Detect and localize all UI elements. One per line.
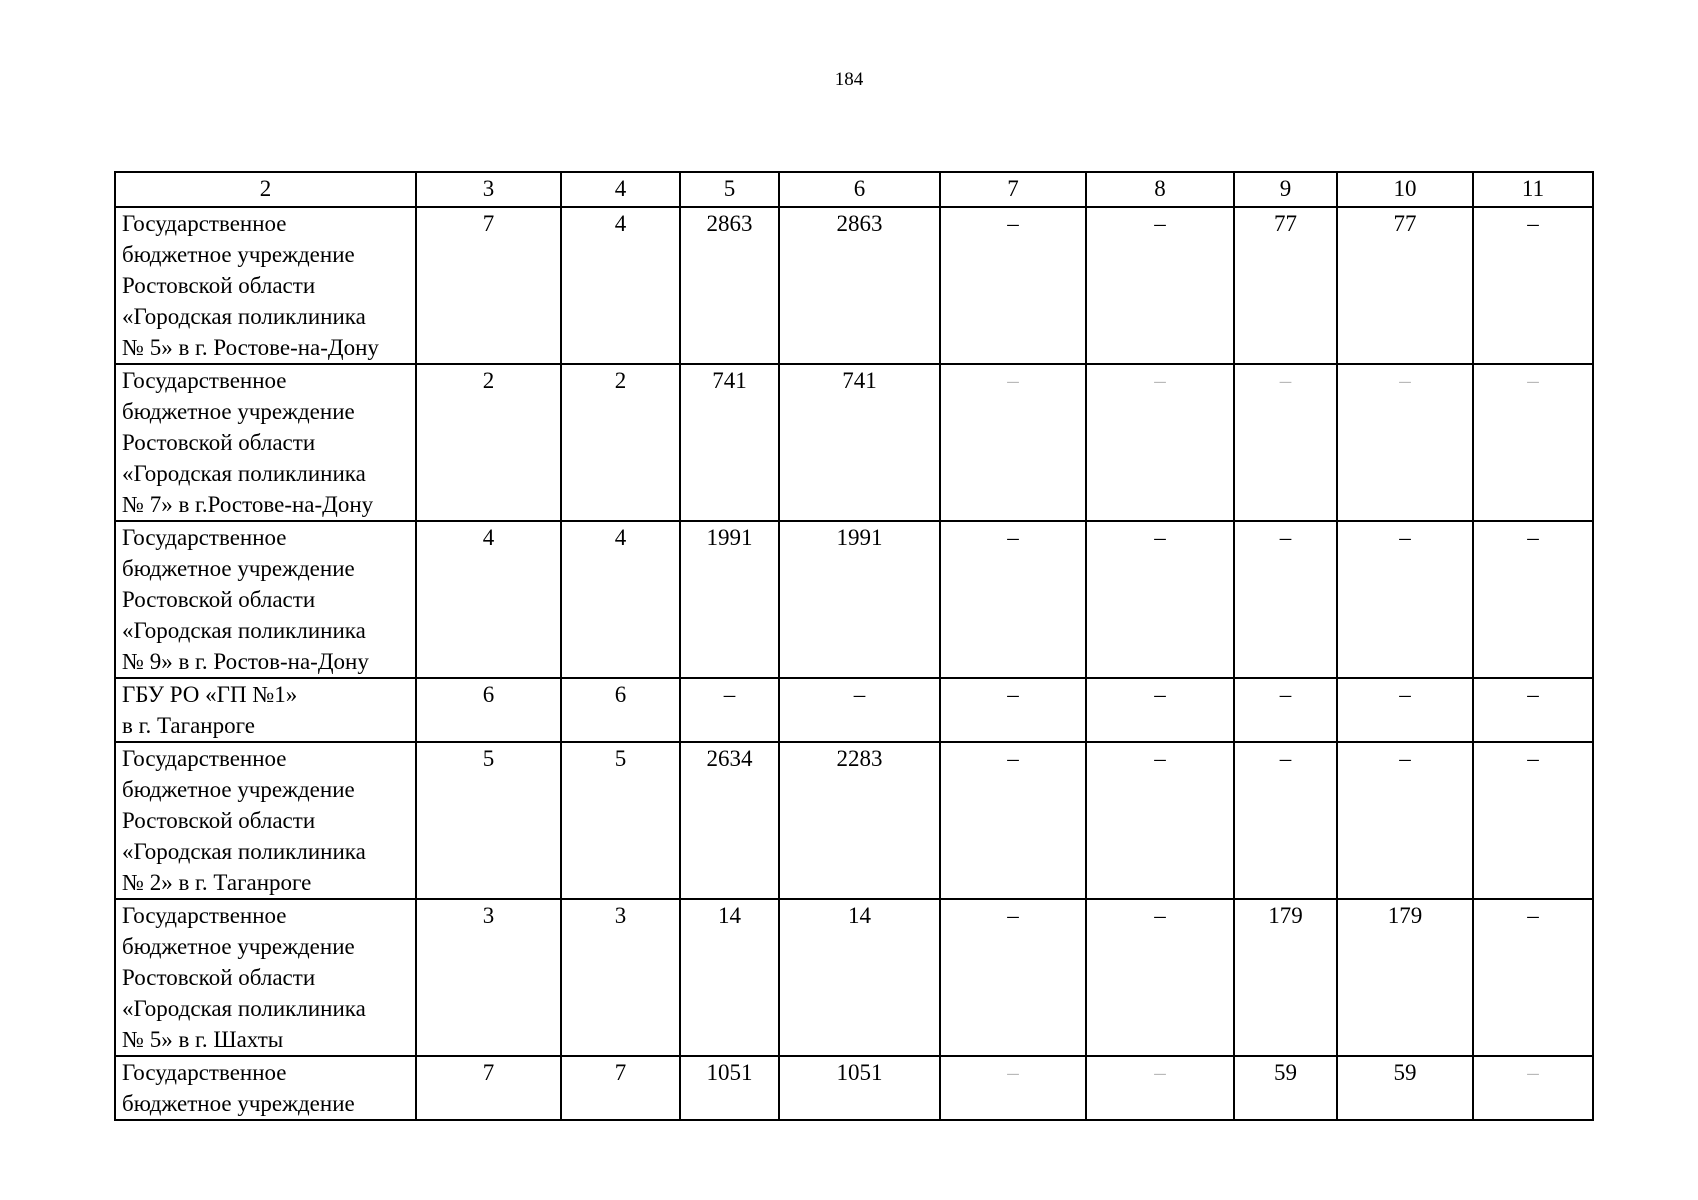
- institution-name-line: № 5» в г. Ростове-на-Дону: [122, 335, 379, 360]
- institution-name-line: № 5» в г. Шахты: [122, 1027, 284, 1052]
- value-cell: –: [940, 521, 1086, 678]
- value-cell: –: [1473, 678, 1593, 742]
- institution-name-line: Ростовской области: [122, 273, 316, 298]
- table-row: [115, 1056, 1593, 1120]
- header-cell: 6: [779, 172, 940, 207]
- institution-name-cell: [115, 678, 416, 742]
- value-cell: –: [1086, 742, 1234, 899]
- value-cell: –: [940, 1056, 1086, 1120]
- value-cell: –: [940, 742, 1086, 899]
- header-cell: 8: [1086, 172, 1234, 207]
- value-cell: 1051: [680, 1056, 779, 1120]
- value-cell: 3: [416, 899, 561, 1056]
- header-cell: 10: [1337, 172, 1473, 207]
- institution-name-line: бюджетное учреждение: [122, 777, 355, 802]
- value-cell: –: [1337, 678, 1473, 742]
- value-cell: 77: [1337, 207, 1473, 364]
- value-cell: 77: [1234, 207, 1337, 364]
- table-body: [115, 172, 1593, 1120]
- value-cell: 5: [561, 742, 680, 899]
- value-cell: –: [1337, 521, 1473, 678]
- table-row: [115, 899, 1593, 1056]
- value-cell: –: [1473, 207, 1593, 364]
- value-cell: –: [1086, 678, 1234, 742]
- institution-name-line: «Городская поликлиника: [122, 618, 366, 643]
- header-cell: 3: [416, 172, 561, 207]
- value-cell: 14: [680, 899, 779, 1056]
- value-cell: –: [1473, 742, 1593, 899]
- value-cell: 1051: [779, 1056, 940, 1120]
- value-cell: 6: [416, 678, 561, 742]
- institution-name-line: Ростовской области: [122, 587, 316, 612]
- value-cell: 4: [416, 521, 561, 678]
- institution-name-line: Государственное: [122, 525, 287, 550]
- value-cell: –: [1473, 1056, 1593, 1120]
- value-cell: –: [1086, 1056, 1234, 1120]
- value-cell: 7: [416, 207, 561, 364]
- value-cell: –: [1337, 742, 1473, 899]
- table-row: [115, 521, 1593, 678]
- institution-name-line: Государственное: [122, 368, 287, 393]
- value-cell: 1991: [779, 521, 940, 678]
- institution-name-cell: [115, 364, 416, 521]
- institution-name-line: Государственное: [122, 1060, 287, 1085]
- header-cell: 4: [561, 172, 680, 207]
- value-cell: –: [1234, 364, 1337, 521]
- institution-name-line: бюджетное учреждение: [122, 934, 355, 959]
- institution-name-line: бюджетное учреждение: [122, 242, 355, 267]
- institution-name-line: Государственное: [122, 211, 287, 236]
- value-cell: –: [1473, 364, 1593, 521]
- value-cell: –: [940, 899, 1086, 1056]
- value-cell: 2: [416, 364, 561, 521]
- institution-name-line: бюджетное учреждение: [122, 1091, 355, 1116]
- value-cell: 6: [561, 678, 680, 742]
- institution-name-cell: [115, 899, 416, 1056]
- value-cell: 7: [416, 1056, 561, 1120]
- value-cell: –: [1086, 364, 1234, 521]
- value-cell: 2863: [779, 207, 940, 364]
- institution-name-line: «Городская поликлиника: [122, 996, 366, 1021]
- value-cell: –: [1086, 899, 1234, 1056]
- value-cell: 2283: [779, 742, 940, 899]
- institution-name-cell: [115, 1056, 416, 1120]
- value-cell: 59: [1234, 1056, 1337, 1120]
- institution-name-line: № 7» в г.Ростове-на-Дону: [122, 492, 374, 517]
- value-cell: –: [940, 364, 1086, 521]
- value-cell: –: [1234, 742, 1337, 899]
- value-cell: –: [1337, 364, 1473, 521]
- header-cell: 7: [940, 172, 1086, 207]
- value-cell: –: [680, 678, 779, 742]
- value-cell: –: [1086, 207, 1234, 364]
- header-cell: 5: [680, 172, 779, 207]
- value-cell: 5: [416, 742, 561, 899]
- value-cell: –: [1473, 899, 1593, 1056]
- value-cell: –: [1473, 521, 1593, 678]
- value-cell: –: [940, 207, 1086, 364]
- institution-name-cell: [115, 207, 416, 364]
- value-cell: 2863: [680, 207, 779, 364]
- institution-name-line: в г. Таганроге: [122, 713, 255, 738]
- institution-name-cell: [115, 521, 416, 678]
- value-cell: 1991: [680, 521, 779, 678]
- institution-name-line: Ростовской области: [122, 430, 316, 455]
- value-cell: 59: [1337, 1056, 1473, 1120]
- header-cell: 9: [1234, 172, 1337, 207]
- institution-name-line: Ростовской области: [122, 965, 316, 990]
- table-row: [115, 364, 1593, 521]
- table-row: [115, 207, 1593, 364]
- data-table: [114, 171, 1594, 1121]
- value-cell: 7: [561, 1056, 680, 1120]
- institution-name-line: «Городская поликлиника: [122, 304, 366, 329]
- value-cell: 741: [779, 364, 940, 521]
- value-cell: 4: [561, 207, 680, 364]
- value-cell: –: [1234, 521, 1337, 678]
- institution-name-line: «Городская поликлиника: [122, 461, 366, 486]
- institution-name-line: ГБУ РО «ГП №1»: [122, 682, 298, 707]
- value-cell: 179: [1337, 899, 1473, 1056]
- value-cell: 2634: [680, 742, 779, 899]
- table-header-row: [115, 172, 1593, 207]
- institution-name-line: № 9» в г. Ростов-на-Дону: [122, 649, 369, 674]
- table-row: [115, 742, 1593, 899]
- value-cell: 179: [1234, 899, 1337, 1056]
- institution-name-line: бюджетное учреждение: [122, 399, 355, 424]
- institution-name-line: Государственное: [122, 903, 287, 928]
- value-cell: 2: [561, 364, 680, 521]
- value-cell: –: [1234, 678, 1337, 742]
- value-cell: –: [940, 678, 1086, 742]
- table-row: [115, 678, 1593, 742]
- value-cell: 741: [680, 364, 779, 521]
- value-cell: –: [1086, 521, 1234, 678]
- header-cell: 2: [115, 172, 416, 207]
- header-cell: 11: [1473, 172, 1593, 207]
- institution-name-line: Ростовской области: [122, 808, 316, 833]
- institution-name-cell: [115, 742, 416, 899]
- value-cell: –: [779, 678, 940, 742]
- institution-name-line: «Городская поликлиника: [122, 839, 366, 864]
- value-cell: 3: [561, 899, 680, 1056]
- value-cell: 14: [779, 899, 940, 1056]
- institution-name-line: Государственное: [122, 746, 287, 771]
- page-number: 184: [834, 69, 864, 90]
- value-cell: 4: [561, 521, 680, 678]
- institution-name-line: бюджетное учреждение: [122, 556, 355, 581]
- institution-name-line: № 2» в г. Таганроге: [122, 870, 312, 895]
